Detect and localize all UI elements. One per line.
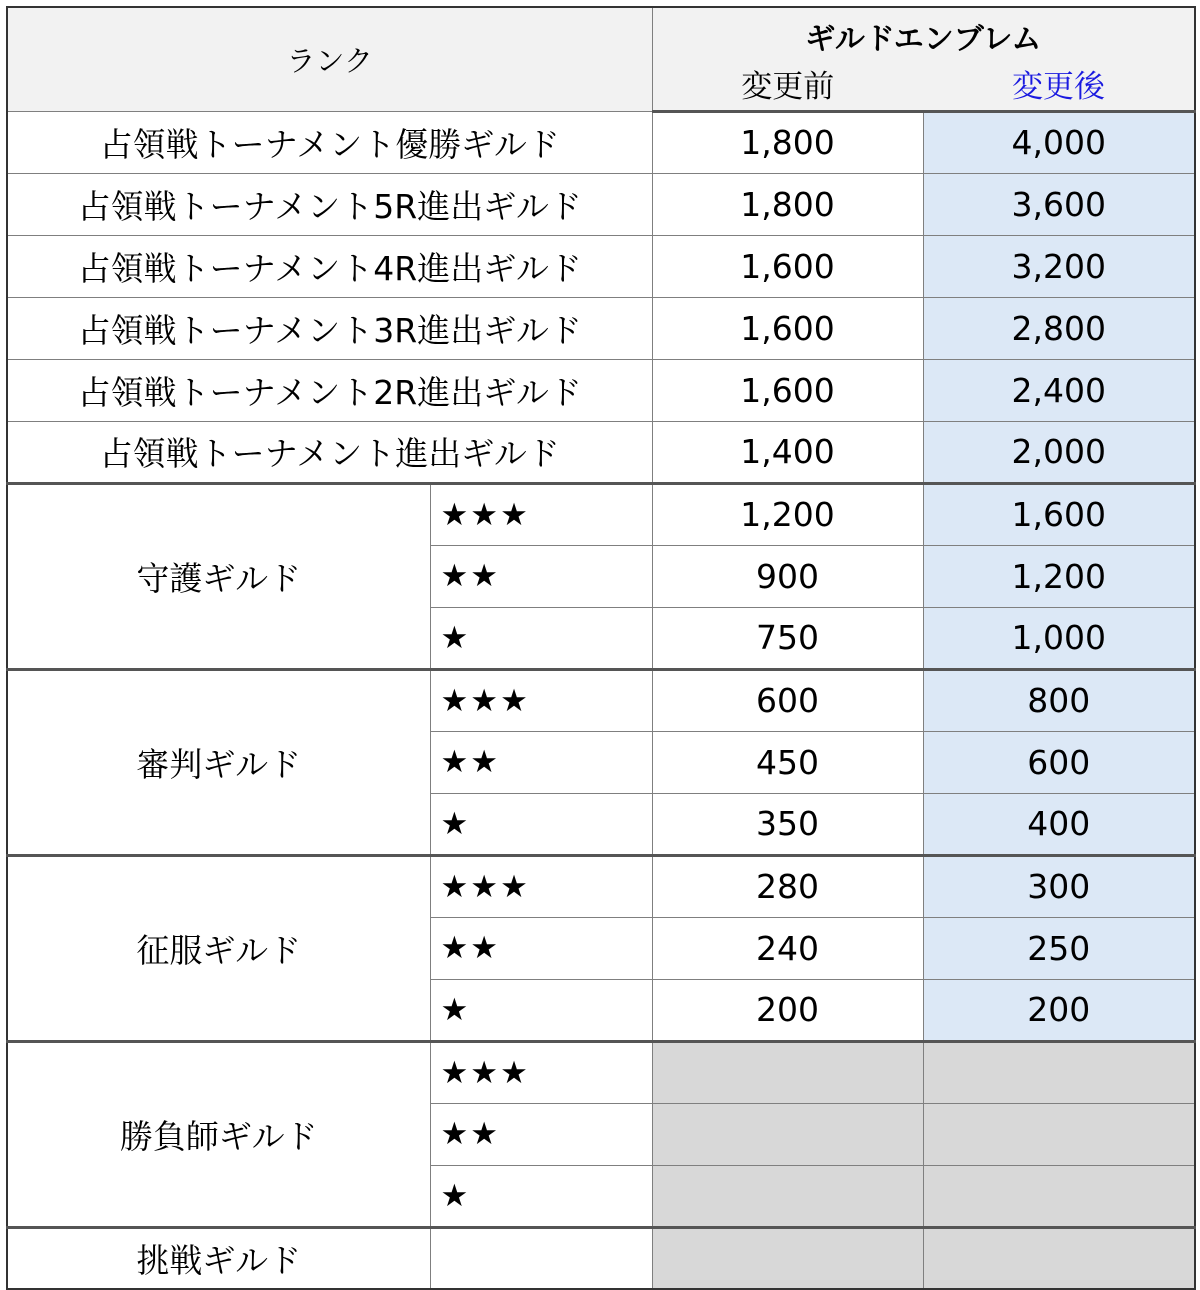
- header-guild-emblem: ギルドエンブレム: [652, 7, 1195, 58]
- table-row: [7, 111, 1195, 173]
- value-before: 1,800: [652, 173, 923, 235]
- table-row: [7, 1227, 1195, 1289]
- value-before: 450: [652, 731, 923, 793]
- value-after-empty: [923, 1165, 1195, 1227]
- value-before-empty: [652, 1041, 923, 1103]
- table-row: [7, 669, 1195, 731]
- value-before: 750: [652, 607, 923, 669]
- value-before-empty: [652, 1103, 923, 1165]
- table-row: [7, 483, 1195, 545]
- value-before-empty: [652, 1227, 923, 1289]
- value-after: 1,200: [923, 545, 1195, 607]
- value-after: 600: [923, 731, 1195, 793]
- value-after: 3,200: [923, 235, 1195, 297]
- value-before: 1,400: [652, 421, 923, 483]
- value-after: 400: [923, 793, 1195, 855]
- value-after: 250: [923, 917, 1195, 979]
- value-before: 1,800: [652, 111, 923, 173]
- table-row: [7, 1041, 1195, 1103]
- value-before: 1,600: [652, 297, 923, 359]
- star-rating: ★: [430, 1165, 652, 1227]
- table-row: [7, 173, 1195, 235]
- star-rating: ★: [430, 607, 652, 669]
- value-after-empty: [923, 1103, 1195, 1165]
- value-after: 1,600: [923, 483, 1195, 545]
- guild-name: 審判ギルド: [7, 669, 430, 855]
- value-before: 1,200: [652, 483, 923, 545]
- value-after: 1,000: [923, 607, 1195, 669]
- star-rating: ★: [430, 793, 652, 855]
- star-rating: ★: [430, 979, 652, 1041]
- value-after: 2,400: [923, 359, 1195, 421]
- guild-name: 勝負師ギルド: [7, 1041, 430, 1227]
- star-rating: ★★★: [430, 669, 652, 731]
- value-after-empty: [923, 1041, 1195, 1103]
- star-rating: ★★★: [430, 483, 652, 545]
- table-row: [7, 297, 1195, 359]
- header-rank: ランク: [7, 7, 652, 111]
- header-before: 変更前: [652, 58, 923, 111]
- value-before: 350: [652, 793, 923, 855]
- table-row: [7, 855, 1195, 917]
- star-rating: ★★: [430, 1103, 652, 1165]
- value-after: 200: [923, 979, 1195, 1041]
- rank-label: 占領戦トーナメント3R進出ギルド: [7, 297, 652, 359]
- value-before: 1,600: [652, 359, 923, 421]
- guild-name: 挑戦ギルド: [7, 1227, 430, 1289]
- value-after: 2,800: [923, 297, 1195, 359]
- value-after: 800: [923, 669, 1195, 731]
- value-before: 1,600: [652, 235, 923, 297]
- value-before: 900: [652, 545, 923, 607]
- star-rating: ★★: [430, 545, 652, 607]
- star-rating-empty: [430, 1227, 652, 1289]
- table-row: [7, 235, 1195, 297]
- header-after: 変更後: [923, 58, 1195, 111]
- guild-name: 守護ギルド: [7, 483, 430, 669]
- value-after-empty: [923, 1227, 1195, 1289]
- star-rating: ★★★: [430, 855, 652, 917]
- value-before: 240: [652, 917, 923, 979]
- value-before-empty: [652, 1165, 923, 1227]
- rank-label: 占領戦トーナメント優勝ギルド: [7, 111, 652, 173]
- value-before: 280: [652, 855, 923, 917]
- table-row: [7, 421, 1195, 483]
- guild-emblem-table: [6, 6, 1196, 1290]
- value-after: 2,000: [923, 421, 1195, 483]
- rank-label: 占領戦トーナメント進出ギルド: [7, 421, 652, 483]
- value-before: 200: [652, 979, 923, 1041]
- rank-label: 占領戦トーナメント5R進出ギルド: [7, 173, 652, 235]
- star-rating: ★★: [430, 917, 652, 979]
- guild-name: 征服ギルド: [7, 855, 430, 1041]
- rank-label: 占領戦トーナメント4R進出ギルド: [7, 235, 652, 297]
- value-after: 3,600: [923, 173, 1195, 235]
- rank-label: 占領戦トーナメント2R進出ギルド: [7, 359, 652, 421]
- emblem-table-container: [6, 6, 1194, 1290]
- star-rating: ★★★: [430, 1041, 652, 1103]
- star-rating: ★★: [430, 731, 652, 793]
- value-after: 4,000: [923, 111, 1195, 173]
- table-row: [7, 359, 1195, 421]
- value-after: 300: [923, 855, 1195, 917]
- header-row-top: [7, 7, 1195, 58]
- value-before: 600: [652, 669, 923, 731]
